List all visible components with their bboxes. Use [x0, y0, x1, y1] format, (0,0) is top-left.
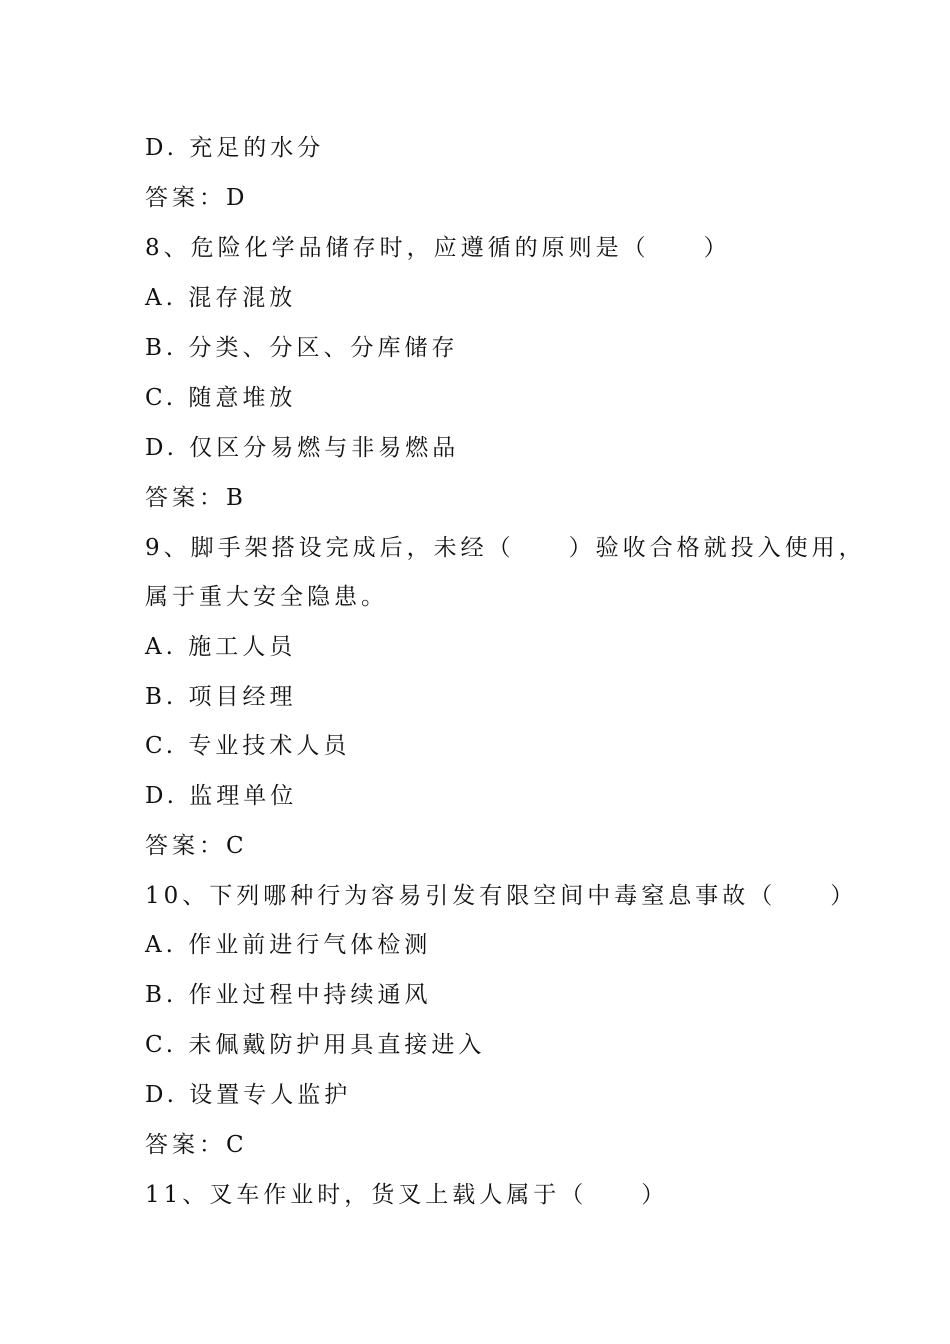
option-c-q10: C. 未佩戴防护用具直接进入 [145, 1032, 486, 1058]
option-b-q9: B. 项目经理 [145, 684, 297, 710]
answer-q9: 答案：C [145, 833, 248, 859]
option-c-q9: C. 专业技术人员 [145, 733, 351, 759]
option-b-q10: B. 作业过程中持续通风 [145, 982, 432, 1008]
option-a-q10: A. 作业前进行气体检测 [145, 932, 432, 958]
question-9-line-1: 9、脚手架搭设完成后，未经（ ）验收合格就投入使用， [145, 535, 866, 561]
answer-q10: 答案：C [145, 1132, 248, 1158]
option-b-q8: B. 分类、分区、分库储存 [145, 335, 459, 361]
question-9-line-2: 属于重大安全隐患。 [145, 584, 388, 610]
question-11: 11、叉车作业时，货叉上载人属于（ ） [145, 1182, 669, 1208]
option-c-q8: C. 随意堆放 [145, 385, 297, 411]
answer-q8: 答案：B [145, 485, 247, 511]
answer-q7: 答案：D [145, 185, 249, 211]
option-d-q7: D. 充足的水分 [145, 135, 325, 161]
option-d-q10: D. 设置专人监护 [145, 1082, 352, 1108]
question-8: 8、危险化学品储存时，应遵循的原则是（ ） [145, 235, 731, 261]
option-a-q9: A. 施工人员 [145, 634, 297, 660]
option-d-q9: D. 监理单位 [145, 783, 298, 809]
option-a-q8: A. 混存混放 [145, 285, 297, 311]
question-10: 10、下列哪种行为容易引发有限空间中毒窒息事故（ ） [145, 883, 858, 909]
option-d-q8: D. 仅区分易燃与非易燃品 [145, 435, 460, 461]
